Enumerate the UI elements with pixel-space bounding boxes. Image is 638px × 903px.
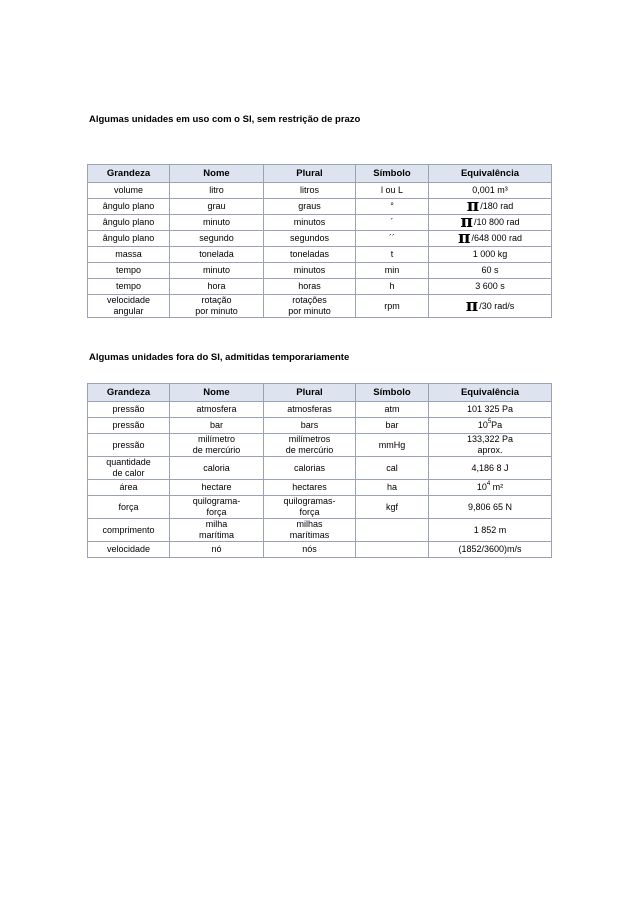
cell-plural: segundos bbox=[264, 231, 356, 247]
cell-grandeza: volume bbox=[88, 183, 170, 199]
cell-nome bbox=[170, 295, 264, 318]
table-row bbox=[88, 418, 552, 434]
table-row bbox=[88, 295, 552, 318]
cell-nome: segundo bbox=[170, 231, 264, 247]
cell-simbolo: l ou L bbox=[356, 183, 429, 199]
cell-line: aprox. bbox=[477, 445, 503, 455]
table-row bbox=[88, 457, 552, 480]
cell-equivalencia bbox=[429, 434, 552, 457]
table-row bbox=[88, 542, 552, 558]
cell-equivalencia: 3 600 s bbox=[429, 279, 552, 295]
cell-grandeza bbox=[88, 457, 170, 480]
cell-grandeza: área bbox=[88, 480, 170, 496]
header-plural: Plural bbox=[264, 165, 356, 183]
table-row bbox=[88, 402, 552, 418]
equiv-unit: m² bbox=[490, 482, 504, 492]
equiv-base: 10 bbox=[476, 482, 487, 492]
cell-nome: hora bbox=[170, 279, 264, 295]
cell-equivalencia bbox=[429, 212, 552, 232]
non-si-units-table bbox=[87, 383, 552, 558]
pi-symbol: π bbox=[465, 295, 479, 316]
cell-grandeza: velocidade bbox=[88, 542, 170, 558]
cell-grandeza: tempo bbox=[88, 263, 170, 279]
header-simbolo: Símbolo bbox=[356, 384, 429, 402]
cell-line: 133,322 Pa bbox=[466, 434, 514, 444]
cell-simbolo: ´ bbox=[356, 215, 429, 231]
header-equivalencia: Equivalência bbox=[429, 384, 552, 402]
equiv-exponent: 4 bbox=[486, 481, 491, 487]
cell-equivalencia: 60 s bbox=[429, 263, 552, 279]
cell-grandeza: comprimento bbox=[88, 519, 170, 542]
cell-nome bbox=[170, 496, 264, 519]
cell-plural: minutos bbox=[264, 263, 356, 279]
cell-plural: atmosferas bbox=[264, 402, 356, 418]
cell-grandeza: massa bbox=[88, 247, 170, 263]
cell-line: angular bbox=[113, 306, 144, 316]
cell-line: milhas bbox=[296, 519, 323, 529]
cell-nome: atmosfera bbox=[170, 402, 264, 418]
cell-plural: graus bbox=[264, 199, 356, 215]
cell-line: milímetros bbox=[288, 434, 331, 444]
table-row bbox=[88, 231, 552, 247]
cell-equivalencia: 1 852 m bbox=[429, 519, 552, 542]
cell-grandeza: pressão bbox=[88, 402, 170, 418]
cell-simbolo: kgf bbox=[356, 496, 429, 519]
cell-line: por minuto bbox=[195, 306, 238, 316]
cell-plural bbox=[264, 519, 356, 542]
cell-nome: litro bbox=[170, 183, 264, 199]
cell-plural: litros bbox=[264, 183, 356, 199]
cell-equivalencia: 9,806 65 N bbox=[429, 496, 552, 519]
cell-equivalencia bbox=[429, 480, 552, 496]
equiv-base: 10 bbox=[477, 420, 488, 430]
equivalencia-text: /180 rad bbox=[480, 201, 514, 211]
equivalencia-text: /30 rad/s bbox=[479, 300, 515, 311]
cell-simbolo: atm bbox=[356, 402, 429, 418]
cell-nome: minuto bbox=[170, 263, 264, 279]
cell-equivalencia: 101 325 Pa bbox=[429, 402, 552, 418]
cell-grandeza: ângulo plano bbox=[88, 231, 170, 247]
cell-nome: nó bbox=[170, 542, 264, 558]
cell-simbolo: ° bbox=[356, 199, 429, 215]
cell-line: por minuto bbox=[288, 306, 331, 316]
cell-equivalencia: 0,001 m³ bbox=[429, 183, 552, 199]
header-simbolo: Símbolo bbox=[356, 165, 429, 183]
cell-simbolo: mmHg bbox=[356, 434, 429, 457]
cell-plural: hectares bbox=[264, 480, 356, 496]
cell-equivalencia bbox=[429, 418, 552, 434]
cell-equivalencia: 1 000 kg bbox=[429, 247, 552, 263]
pi-symbol: π bbox=[458, 228, 471, 248]
table-row bbox=[88, 496, 552, 519]
cell-line: milímetro bbox=[197, 434, 235, 444]
cell-grandeza: ângulo plano bbox=[88, 215, 170, 231]
header-grandeza: Grandeza bbox=[88, 384, 170, 402]
cell-nome: bar bbox=[170, 418, 264, 434]
cell-plural bbox=[264, 496, 356, 519]
cell-grandeza: tempo bbox=[88, 279, 170, 295]
pi-symbol: π bbox=[460, 212, 473, 232]
cell-plural: toneladas bbox=[264, 247, 356, 263]
table-row bbox=[88, 215, 552, 231]
cell-line: quilograma- bbox=[192, 496, 241, 506]
cell-line: de mercúrio bbox=[285, 445, 334, 455]
cell-grandeza bbox=[88, 295, 170, 318]
cell-nome: tonelada bbox=[170, 247, 264, 263]
header-equivalencia: Equivalência bbox=[429, 165, 552, 183]
equivalencia-text: /648 000 rad bbox=[471, 233, 522, 243]
cell-nome bbox=[170, 519, 264, 542]
cell-plural: bars bbox=[264, 418, 356, 434]
table-row bbox=[88, 279, 552, 295]
cell-equivalencia bbox=[429, 196, 552, 216]
equiv-unit: Pa bbox=[491, 420, 503, 430]
cell-nome bbox=[170, 434, 264, 457]
header-nome: Nome bbox=[170, 165, 264, 183]
table-row bbox=[88, 183, 552, 199]
section-2-title: Algumas unidades fora do SI, admitidas temporariamente bbox=[89, 352, 350, 363]
header-grandeza: Grandeza bbox=[88, 165, 170, 183]
cell-line: de calor bbox=[112, 468, 145, 478]
equiv-exponent: 5 bbox=[487, 419, 492, 425]
table-row bbox=[88, 247, 552, 263]
cell-grandeza: pressão bbox=[88, 418, 170, 434]
cell-simbolo: rpm bbox=[356, 295, 429, 318]
cell-line: força bbox=[299, 507, 320, 517]
header-plural: Plural bbox=[264, 384, 356, 402]
cell-line: rotações bbox=[292, 295, 327, 305]
cell-line: força bbox=[206, 507, 227, 517]
cell-line: rotação bbox=[201, 295, 232, 305]
table-row bbox=[88, 263, 552, 279]
cell-simbolo: bar bbox=[356, 418, 429, 434]
table-header-row bbox=[88, 384, 552, 402]
cell-plural bbox=[264, 434, 356, 457]
cell-plural bbox=[264, 295, 356, 318]
cell-grandeza: pressão bbox=[88, 434, 170, 457]
cell-simbolo bbox=[356, 542, 429, 558]
cell-equivalencia: (1852/3600)m/s bbox=[429, 542, 552, 558]
cell-nome: minuto bbox=[170, 215, 264, 231]
cell-plural: minutos bbox=[264, 215, 356, 231]
header-nome: Nome bbox=[170, 384, 264, 402]
cell-simbolo: cal bbox=[356, 457, 429, 480]
cell-grandeza: ângulo plano bbox=[88, 199, 170, 215]
cell-simbolo: t bbox=[356, 247, 429, 263]
cell-line: quantidade bbox=[106, 457, 151, 467]
cell-line: de mercúrio bbox=[192, 445, 241, 455]
cell-simbolo bbox=[356, 519, 429, 542]
cell-plural: nós bbox=[264, 542, 356, 558]
table-row bbox=[88, 480, 552, 496]
cell-nome: caloria bbox=[170, 457, 264, 480]
cell-line: marítimas bbox=[289, 530, 330, 540]
pi-symbol: π bbox=[466, 196, 480, 216]
table-row bbox=[88, 519, 552, 542]
cell-equivalencia bbox=[429, 295, 552, 318]
table-header-row bbox=[88, 165, 552, 183]
table-row bbox=[88, 199, 552, 215]
cell-simbolo: ha bbox=[356, 480, 429, 496]
cell-simbolo: h bbox=[356, 279, 429, 295]
cell-line: velocidade bbox=[106, 295, 151, 305]
table-row bbox=[88, 434, 552, 457]
cell-equivalencia: 4,186 8 J bbox=[429, 457, 552, 480]
cell-line: milha bbox=[205, 519, 228, 529]
cell-equivalencia bbox=[429, 228, 552, 248]
cell-line: quilogramas- bbox=[283, 496, 336, 506]
cell-plural: horas bbox=[264, 279, 356, 295]
cell-grandeza: força bbox=[88, 496, 170, 519]
si-units-table bbox=[87, 164, 552, 318]
equivalencia-text: /10 800 rad bbox=[473, 217, 520, 227]
cell-simbolo: min bbox=[356, 263, 429, 279]
cell-nome: hectare bbox=[170, 480, 264, 496]
cell-plural: calorias bbox=[264, 457, 356, 480]
cell-nome: grau bbox=[170, 199, 264, 215]
section-1-title: Algumas unidades em uso com o SI, sem restrição de prazo bbox=[89, 114, 361, 125]
cell-simbolo: ´´ bbox=[356, 231, 429, 247]
cell-line: marítima bbox=[198, 530, 234, 540]
